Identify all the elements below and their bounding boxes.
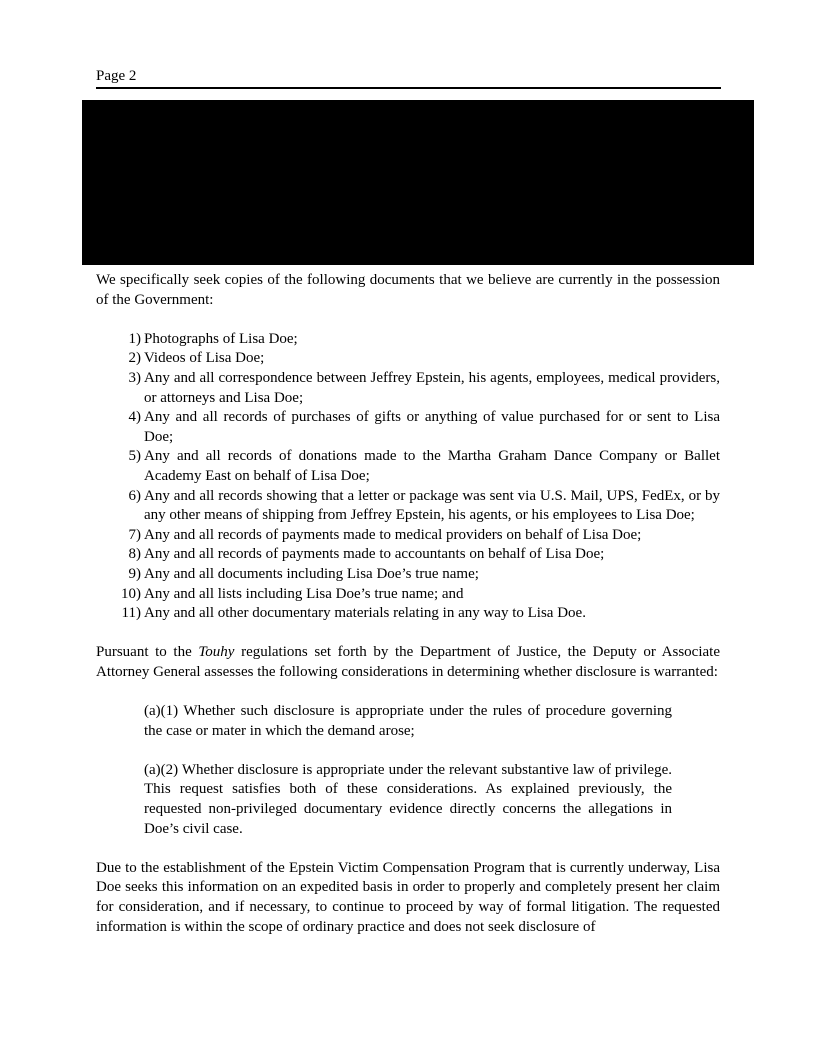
touhy-text-start: Pursuant to the xyxy=(96,644,199,661)
list-item-text: Any and all records of donations made to the Martha Graham Dance Company or Ballet Academy East on behalf of Lisa Doe; xyxy=(144,448,720,484)
page-number: Page 2 xyxy=(96,68,137,84)
list-item xyxy=(96,526,720,546)
list-item-number: 2) xyxy=(128,350,141,367)
list-item-number: 4) xyxy=(128,409,141,426)
list-item-number: 5) xyxy=(128,448,141,465)
list-item-number: 11) xyxy=(121,605,141,622)
document-request-list xyxy=(96,330,720,624)
intro-paragraph: We specifically seek copies of the following documents that we believe are currently in the possession of the Government: xyxy=(96,272,720,308)
list-item-number: 8) xyxy=(128,546,141,563)
consideration-a2: (a)(2) Whether disclosure is appropriate under the relevant substantive law of privilege. This request satisfies both of these considerations. As explained previously, the requested non-privileged documentary evidence directly concerns the allegations in Doe’s civil case. xyxy=(144,761,672,837)
touhy-text-end: regulations set forth by the Department of Justice, the Deputy or Associate Attorney General assesses the following considerations in determining whether disclosure is warranted: xyxy=(96,644,720,680)
list-item xyxy=(96,369,720,408)
letter-body xyxy=(96,271,720,937)
list-item xyxy=(96,408,720,447)
list-item xyxy=(96,604,720,624)
list-item xyxy=(96,447,720,486)
closing-paragraph: Due to the establishment of the Epstein Victim Compensation Program that is currently underway, Lisa Doe seeks this information on an expedited basis in order to properly and completely present her claim for consideration, and if necessary, to continue to proceed by way of formal litigation. The requested information is within the scope of ordinary practice and does not seek disclosure of xyxy=(96,859,720,935)
list-item xyxy=(96,565,720,585)
list-item-number: 1) xyxy=(128,330,141,347)
touhy-paragraph xyxy=(96,643,720,682)
list-item xyxy=(96,545,720,565)
list-item-text: Any and all lists including Lisa Doe’s true name; and xyxy=(144,585,464,602)
list-item-text: Any and all records of payments made to medical providers on behalf of Lisa Doe; xyxy=(144,526,642,543)
list-item-text: Videos of Lisa Doe; xyxy=(144,350,265,367)
page-header xyxy=(96,66,721,89)
list-item-number: 3) xyxy=(128,369,141,386)
list-item-text: Any and all records of purchases of gifts or anything of value purchased for or sent to Lisa Doe; xyxy=(144,409,720,445)
list-item xyxy=(96,487,720,526)
list-item-number: 7) xyxy=(128,526,141,543)
consideration-a1: (a)(1) Whether such disclosure is appropriate under the rules of procedure governing the case or mater in which the demand arose; xyxy=(144,703,672,739)
list-item-text: Any and all documents including Lisa Doe’s true name; xyxy=(144,565,479,582)
list-item-number: 9) xyxy=(128,565,141,582)
list-item-number: 6) xyxy=(128,487,141,504)
list-item-number: 10) xyxy=(121,585,141,602)
list-item-text: Any and all other documentary materials relating in any way to Lisa Doe. xyxy=(144,605,586,622)
list-item xyxy=(96,349,720,369)
list-item xyxy=(96,330,720,350)
list-item-text: Photographs of Lisa Doe; xyxy=(144,330,298,347)
touhy-italic-term: Touhy xyxy=(198,644,235,661)
list-item-text: Any and all correspondence between Jeffrey Epstein, his agents, employees, medical providers, or attorneys and Lisa Doe; xyxy=(144,369,720,406)
list-item-text: Any and all records showing that a letter or package was sent via U.S. Mail, UPS, FedEx, or by any other means of shipping from Jeffrey Epstein, his agents, or his employees to Lisa Doe; xyxy=(144,487,720,524)
list-item xyxy=(96,585,720,605)
list-item-text: Any and all records of payments made to accountants on behalf of Lisa Doe; xyxy=(144,546,605,563)
redaction-block xyxy=(82,100,754,265)
